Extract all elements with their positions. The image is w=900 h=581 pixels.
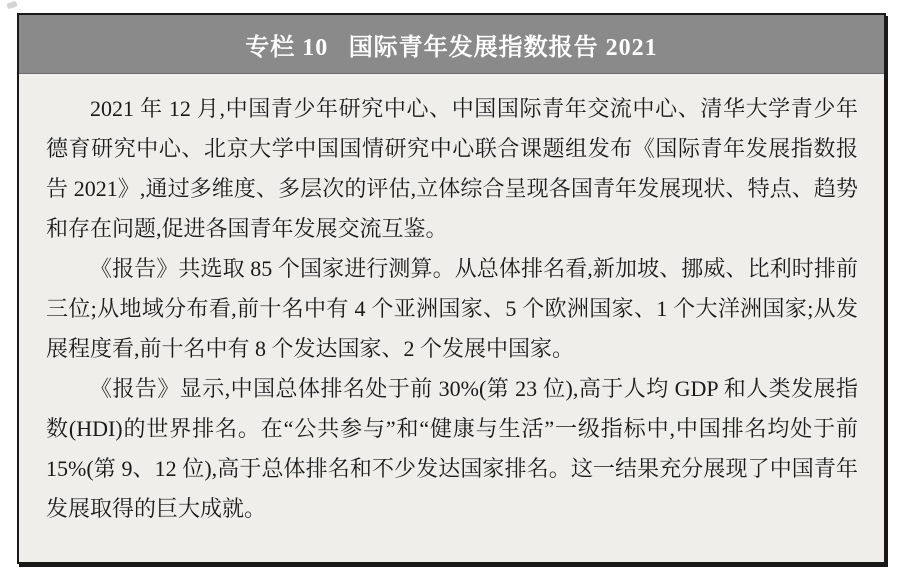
feature-box-title: 国际青年发展指数报告 2021 [348, 34, 658, 61]
feature-box-body [19, 74, 884, 529]
scan-artifact-mark [6, 1, 17, 10]
paragraph-china-results: 《报告》显示,中国总体排名处于前 30%(第 23 位),高于人均 GDP 和人类发展指数(HDI)的世界排名。在“公共参与”和“健康与生活”一级指标中,中国排名均处于前 15%(第 9、12 位),高于总体排名和不少发达国家排名。这一结果充分展现了中国青年发展取得的巨大成就。 [46, 376, 858, 521]
feature-box [17, 13, 886, 564]
feature-box-header [19, 15, 884, 74]
paragraph-release: 2021 年 12 月,中国青少年研究中心、中国国际青年交流中心、清华大学青少年德育研究中心、北京大学中国国情研究中心联合课题组发布《国际青年发展指数报告 2021》,通过多维度、多层次的评估,立体综合呈现各国青年发展现状、特点、趋势和存在问题,促进各国青年发展交流互鉴。 [46, 96, 858, 241]
paragraph-rankings: 《报告》共选取 85 个国家进行测算。从总体排名看,新加坡、挪威、比利时排前三位;从地域分布看,前十名中有 4 个亚洲国家、5 个欧洲国家、1 个大洋洲国家;从发展程度看,前十名中有 8 个发达国家、2 个发展中国家。 [46, 256, 858, 361]
feature-box-number: 专栏 10 [245, 34, 329, 61]
